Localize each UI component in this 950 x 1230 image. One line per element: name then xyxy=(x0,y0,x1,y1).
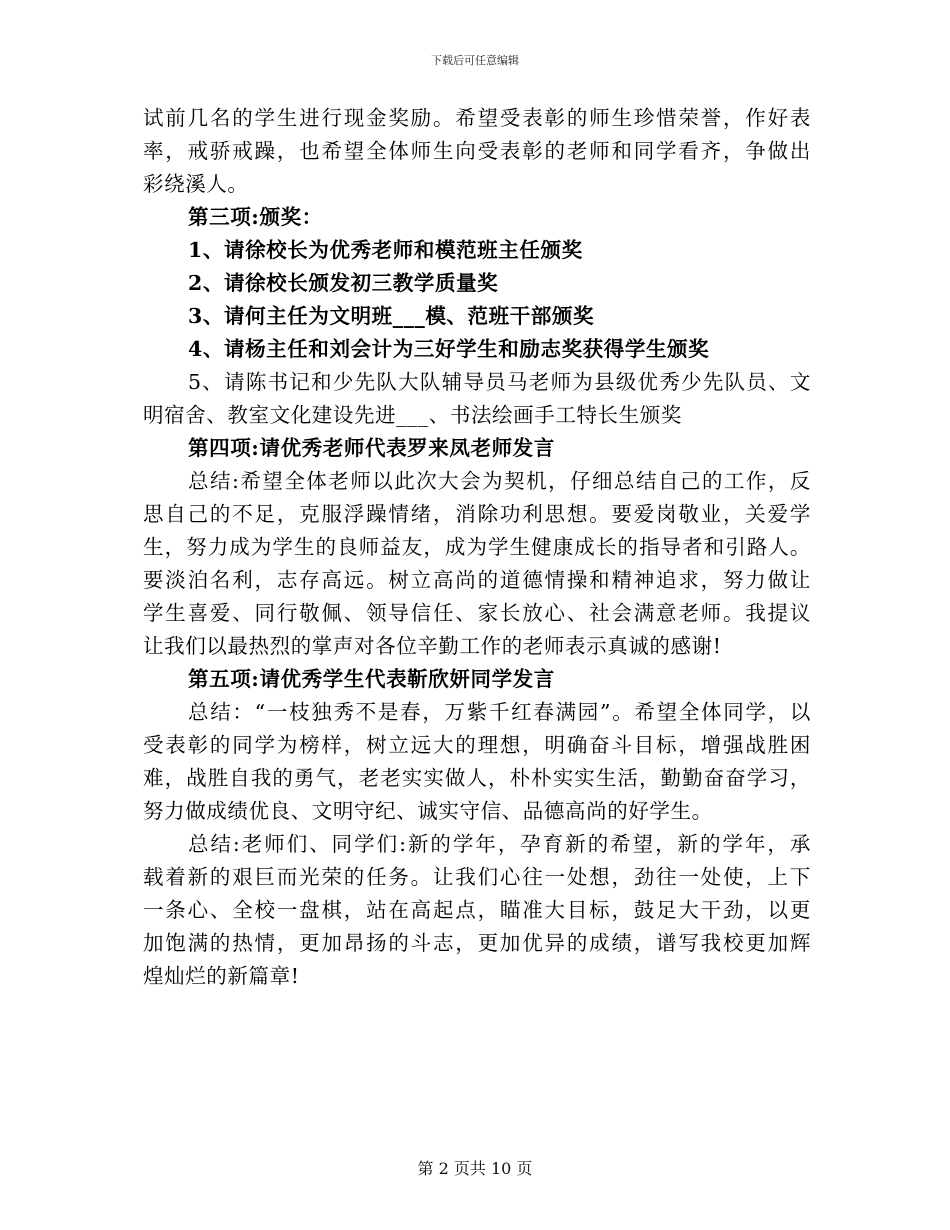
award-item: 1、请徐校长为优秀老师和模范班主任颁奖 xyxy=(188,238,583,262)
award-item: 2、请徐校长颁发初三教学质量奖 xyxy=(188,271,499,295)
award-item-five-line: 明宿舍、教室文化建设先进___、书法绘画手工特长生颁奖 xyxy=(143,403,682,427)
document-body xyxy=(143,102,811,993)
section-heading: 第五项:请优秀学生代表靳欣妍同学发言 xyxy=(188,667,555,691)
closing-line: 煌灿烂的新篇章! xyxy=(143,964,300,988)
summary-line: 学生喜爱、同行敬佩、领导信任、家长放心、社会满意老师。我提议 xyxy=(143,601,811,625)
summary-line: 生，努力成为学生的良师益友，成为学生健康成长的指导者和引路人。 xyxy=(143,535,811,559)
page-header: 下载后可任意编辑 xyxy=(431,54,519,67)
section-four xyxy=(143,432,811,663)
section-heading: 第四项:请优秀老师代表罗来凤老师发言 xyxy=(188,436,555,460)
closing-line: 加饱满的热情，更加昂扬的斗志，更加优异的成绩，谱写我校更加辉 xyxy=(143,931,811,955)
closing-line: 总结:老师们、同学们:新的学年，孕育新的希望，新的学年，承 xyxy=(188,832,811,856)
page-number: 第 2 页共 10 页 xyxy=(417,1159,533,1178)
text-line: 试前几名的学生进行现金奖励。希望受表彰的师生珍惜荣誉，作好表 xyxy=(143,106,811,130)
award-item: 4、请杨主任和刘会计为三好学生和励志奖获得学生颁奖 xyxy=(188,337,710,361)
section-heading: 第三项:颁奖： xyxy=(188,205,323,229)
closing-line: 载着新的艰巨而光荣的任务。让我们心往一处想，劲往一处使，上下 xyxy=(143,865,811,889)
summary-line: 思自己的不足，克服浮躁情绪，消除功利思想。要爱岗敬业，关爱学 xyxy=(143,502,811,526)
summary-line: 难，战胜自我的勇气，老老实实做人，朴朴实实生活，勤勤奋奋学习， xyxy=(143,766,811,790)
closing-line: 一条心、全校一盘棋，站在高起点，瞄准大目标，鼓足大干劲，以更 xyxy=(143,898,811,922)
award-item-five-line: 5、请陈书记和少先队大队辅导员马老师为县级优秀少先队员、文 xyxy=(188,370,811,394)
summary-line: 总结:希望全体老师以此次大会为契机，仔细总结自己的工作，反 xyxy=(188,469,811,493)
text-line: 彩绕溪人。 xyxy=(143,172,249,196)
closing-paragraph xyxy=(143,828,811,993)
award-item: 3、请何主任为文明班___模、范班干部颁奖 xyxy=(188,304,595,328)
text-line: 率，戒骄戒躁，也希望全体师生向受表彰的老师和同学看齐，争做出 xyxy=(143,139,811,163)
section-three xyxy=(143,201,811,432)
summary-line: 总结：“一枝独秀不是春，万紫千红春满园”。希望全体同学，以 xyxy=(188,700,811,724)
summary-line: 要淡泊名利，志存高远。树立高尚的道德情操和精神追求，努力做让 xyxy=(143,568,811,592)
summary-line: 受表彰的同学为榜样，树立远大的理想，明确奋斗目标，增强战胜困 xyxy=(143,733,811,757)
paragraph-award-intro xyxy=(143,102,811,201)
summary-line: 努力做成绩优良、文明守纪、诚实守信、品德高尚的好学生。 xyxy=(143,799,713,823)
summary-line: 让我们以最热烈的掌声对各位辛勤工作的老师表示真诚的感谢! xyxy=(143,634,722,658)
section-five xyxy=(143,663,811,828)
